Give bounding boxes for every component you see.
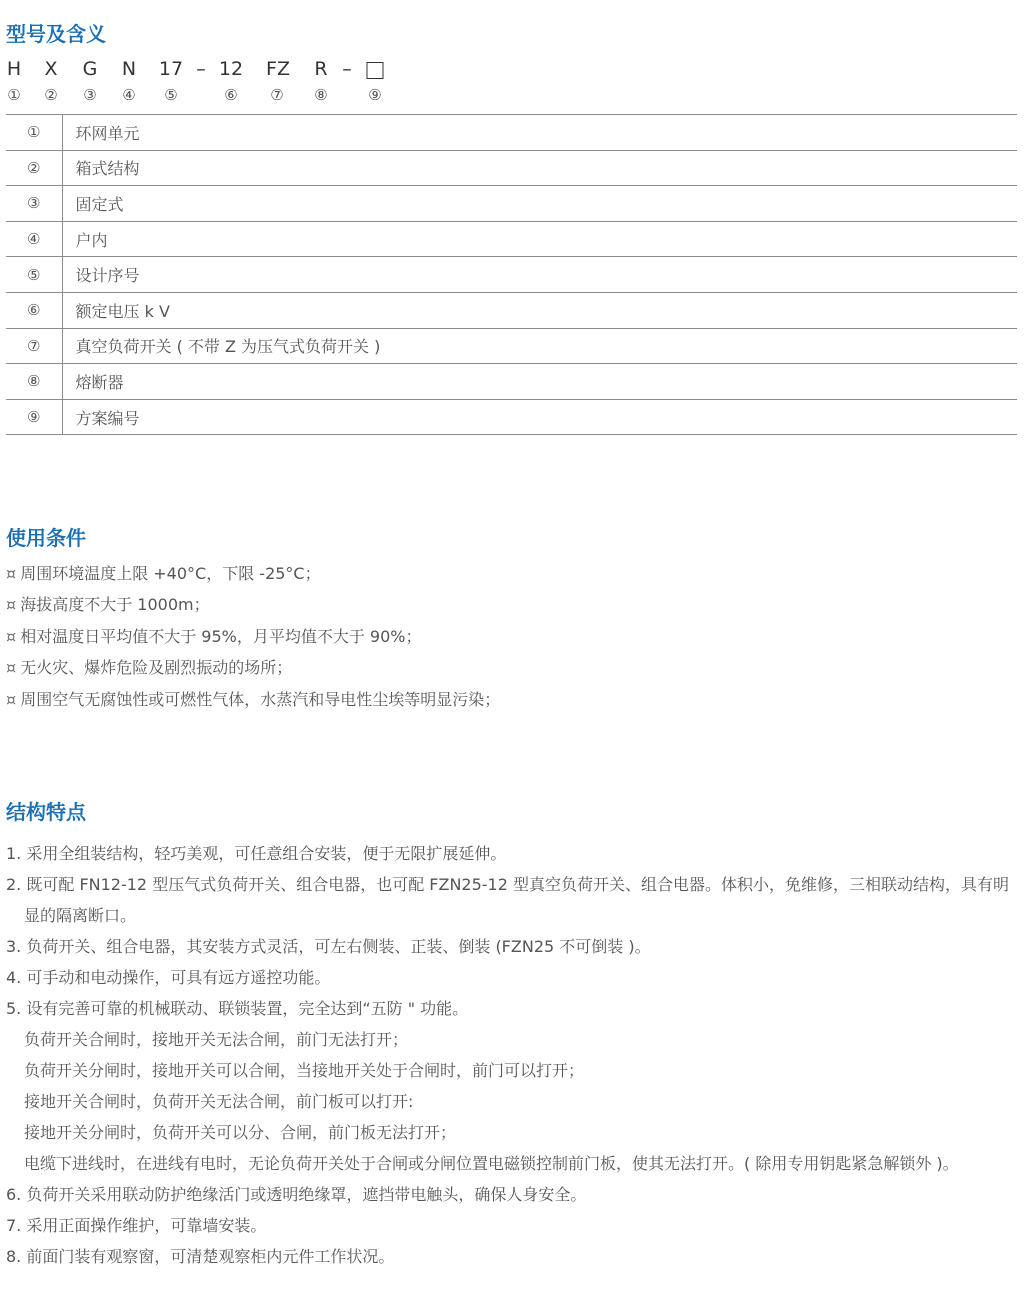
- code-number: ④: [122, 86, 136, 104]
- code-part: H: [6, 58, 22, 80]
- row-text: 方案编号: [62, 399, 1017, 435]
- table-row: [6, 115, 1017, 151]
- features-list: [6, 838, 1018, 1272]
- code-number: ⑥: [224, 86, 238, 104]
- list-item: ¤ 相对温度日平均值不大于 95%，月平均值不大于 90%；: [6, 626, 422, 646]
- sub-item: 负荷开关分闸时，接地开关可以合闸，当接地开关处于合闸时，前门可以打开；: [24, 1061, 585, 1080]
- row-index: ③: [6, 186, 62, 222]
- sub-item: 接地开关分闸时，负荷开关可以分、合闸，前门板无法打开；: [24, 1123, 457, 1142]
- list-item: 6. 负荷开关采用联动防护绝缘活门或透明绝缘罩，遮挡带电触头，确保人身安全。: [6, 1185, 587, 1204]
- table-row: [6, 328, 1017, 364]
- code-part: 12: [218, 58, 244, 80]
- bullet-icon: ¤: [6, 564, 17, 583]
- sub-item: 电缆下进线时，在进线有电时，无论负荷开关处于合闸或分闸位置电磁锁控制前门板，使其无法打开。( 除用专用钥匙紧急解锁外 )。: [24, 1154, 959, 1173]
- row-text: 真空负荷开关 ( 不带 Z 为压气式负荷开关 ): [62, 328, 1017, 364]
- code-part: 17: [158, 58, 184, 80]
- list-item: 1. 采用全组装结构，轻巧美观，可任意组合安装，便于无限扩展延伸。: [6, 844, 507, 863]
- row-index: ④: [6, 221, 62, 257]
- code-number: ⑦: [270, 86, 284, 104]
- row-index: ⑨: [6, 399, 62, 435]
- row-index: ⑥: [6, 292, 62, 328]
- table-row: [6, 399, 1017, 435]
- code-part: R: [314, 58, 328, 80]
- bullet-icon: ¤: [6, 689, 17, 709]
- code-number: ②: [44, 86, 58, 104]
- row-index: ⑧: [6, 364, 62, 400]
- row-index: ②: [6, 150, 62, 186]
- section-title-model: 型号及含义: [6, 22, 106, 46]
- table-row: [6, 150, 1017, 186]
- code-number: ⑨: [368, 86, 382, 104]
- row-index: ⑤: [6, 257, 62, 293]
- list-item: ¤ 周围空气无腐蚀性或可燃性气体，水蒸汽和导电性尘埃等明显污染；: [6, 689, 501, 709]
- row-text: 户内: [62, 221, 1017, 257]
- section-title-conditions: 使用条件: [6, 526, 86, 550]
- code-part: G: [82, 58, 98, 80]
- list-item: 8. 前面门装有观察窗，可清楚观察柜内元件工作状况。: [6, 1247, 395, 1266]
- conditions-list: [6, 563, 1016, 720]
- list-item: ¤ 无火灾、爆炸危险及剧烈振动的场所；: [6, 658, 293, 678]
- list-item: ¤ 周围环境温度上限 +40°C，下限 -25°C；: [6, 564, 321, 583]
- bullet-icon: ¤: [6, 658, 17, 678]
- sub-item: 负荷开关合闸时，接地开关无法合闸，前门无法打开；: [24, 1030, 409, 1049]
- list-item: 5. 设有完善可靠的机械联动、联锁装置，完全达到“五防 " 功能。: [6, 999, 469, 1018]
- row-text: 箱式结构: [62, 150, 1017, 186]
- code-part: X: [44, 58, 58, 80]
- row-text: 熔断器: [62, 364, 1017, 400]
- code-number: ⑧: [314, 86, 328, 104]
- code-part: FZ: [266, 58, 290, 80]
- row-text: 固定式: [62, 186, 1017, 222]
- sub-item: 接地开关合闸时，负荷开关无法合闸，前门板可以打开:: [24, 1092, 414, 1111]
- bullet-icon: ¤: [6, 626, 17, 646]
- meaning-table: [6, 114, 1017, 435]
- table-row: [6, 364, 1017, 400]
- code-number: ①: [7, 86, 21, 104]
- code-part: N: [121, 58, 137, 80]
- table-row: [6, 292, 1017, 328]
- code-number: ⑤: [164, 86, 178, 104]
- list-item: 3. 负荷开关、组合电器，其安装方式灵活，可左右侧装、正装、倒装 (FZN25 不可倒装 )。: [6, 937, 651, 956]
- row-text: 设计序号: [62, 257, 1017, 293]
- blank-box-icon: [367, 59, 384, 81]
- row-text: 环网单元: [62, 115, 1017, 151]
- row-index: ⑦: [6, 328, 62, 364]
- code-part: –: [342, 58, 352, 80]
- row-index: ①: [6, 115, 62, 151]
- code-number: ③: [83, 86, 97, 104]
- model-code: [0, 58, 420, 82]
- row-text: 额定电压 k V: [62, 292, 1017, 328]
- list-item: ¤ 海拔高度不大于 1000m；: [6, 595, 210, 615]
- section-title-features: 结构特点: [6, 800, 86, 824]
- table-row: [6, 186, 1017, 222]
- table-row: [6, 221, 1017, 257]
- list-item: 7. 采用正面操作维护，可靠墙安装。: [6, 1216, 267, 1235]
- code-part: –: [196, 58, 206, 80]
- model-code-numbers: [0, 86, 420, 106]
- table-row: [6, 257, 1017, 293]
- list-item: 4. 可手动和电动操作，可具有远方遥控功能。: [6, 968, 331, 987]
- bullet-icon: ¤: [6, 595, 17, 615]
- list-item: 2. 既可配 FN12-12 型压气式负荷开关、组合电器，也可配 FZN25-12 型真空负荷开关、组合电器。体积小，免维修，三相联动结构，具有明显的隔离断口。: [6, 875, 1009, 925]
